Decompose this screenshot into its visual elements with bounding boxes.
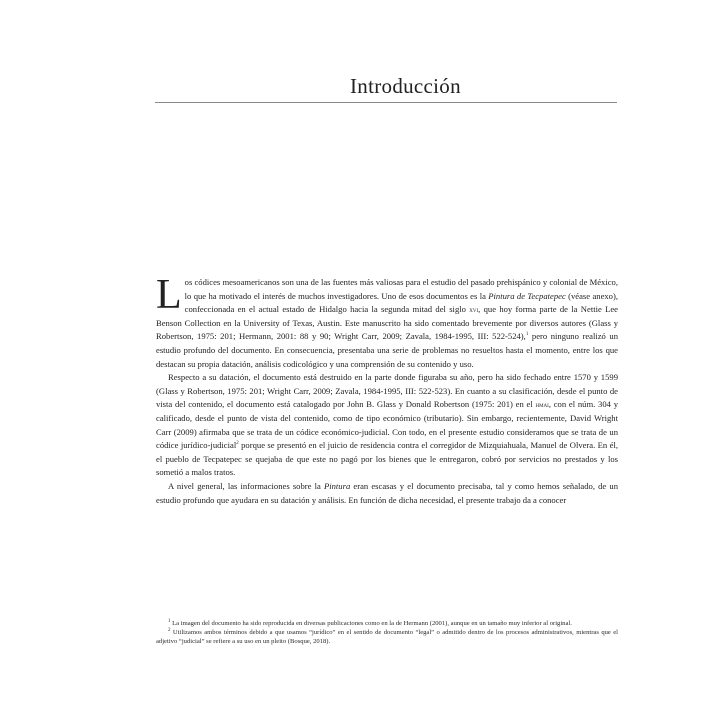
p1-text-d: pero ninguno realizó un estudio profundo del documento. En consecuencia, presentaba una serie de problemas no resueltos hasta el momento, entre los que destacan su propia datación, análisis codicológico y una comprensión de su contenido y uso.	[156, 331, 618, 369]
p1-title-italic: Pintura de Tecpatepec	[488, 290, 566, 301]
paragraph-1	[156, 272, 618, 371]
footnotes	[156, 620, 618, 646]
p1-text-c: , que hoy forma parte de la Nettie Lee Benson Collection en la University of Texas, Austin. Este manuscrito ha sido comentado brevemente por diversos autores (Glass y Robertson, 1975: 201; Hermann, 2001: 88 y 90; Wright Carr, 2009; Zavala, 1984-1995, III: 522-524),	[156, 304, 618, 342]
title-rule	[155, 102, 617, 103]
p2-text-b: , con el núm. 304 y calificado, desde el punto de vista del contenido, como de tipo económico (tributario). Sin embargo, recientemente, David Wright Carr (2009) afirmaba que se trata de un códice económico-judicial. Con todo, en el presente estudio consideramos que se trata de un códice jurídico-judicial	[156, 399, 618, 451]
footnote-1	[156, 620, 618, 629]
p3-italic: Pintura	[323, 480, 351, 491]
footnote-ref-1[interactable]: 1	[525, 332, 529, 338]
footnote-2-text: Utilizamos ambos términos debido a que usamos “jurídico” en el sentido de documento “legal” o admitido dentro de los procesos administrativos, mientras que el adjetivo “judicial” se refiere a su uso en un pleito (Bosque, 2018).	[156, 628, 618, 645]
footnote-ref-2[interactable]: 2	[236, 441, 239, 447]
p2-text-a: Respecto a su datación, el documento está destruido en la parte donde figuraba su año, pero ha sido fechado entre 1570 y 1599 (Glass y Robertson, 1975: 201; Wright Carr, 2009; Zavala, 1984-1995, III: 522-523). En cuanto a su clasificación, desde el punto de vista del contenido, el documento está catalogado por John B. Glass y Donald Robertson (1975: 201) en el	[156, 372, 618, 410]
footnote-2-mark: 2	[168, 627, 171, 633]
p1-century: xvi	[469, 305, 479, 315]
p2-text-c: porque se presentó en el juicio de residencia contra el corregidor de Mizquiahuala, Manuel de Olvera. En él, el pueblo de Tecpatepec se quejaba de que este no pagó por los bienes que le entregaron, cobró por servicios no prestados y los sometió a malos tratos.	[156, 440, 618, 478]
p3-text-a: A nivel general, las informaciones sobre la	[168, 480, 324, 491]
chapter-title: Introducción	[350, 74, 461, 98]
body-text	[156, 272, 618, 507]
drop-cap: L	[156, 272, 182, 318]
p3-text-b: eran escasas y el documento precisaba, tal y como hemos señalado, de un estudio profundo que ayudara en su datación y análisis. En función de dicha necesidad, el presente trabajo da a conocer	[156, 480, 618, 505]
footnote-1-text: La imagen del documento ha sido reproducida en diversas publicaciones como en la de Hermann (2001), aunque en un tamaño muy inferior al original.	[170, 620, 572, 627]
paragraph-3	[156, 480, 618, 507]
p1-text-b: (véase anexo), confeccionada en el actual estado de Hidalgo hacia la segunda mitad del siglo	[184, 290, 618, 315]
p1-text-a: os códices mesoamericanos son una de las fuentes más valiosas para el estudio del pasado prehispánico y colonial de México, lo que ha motivado el interés de muchos investigadores. Uno de esos documentos es la	[184, 277, 618, 301]
footnote-2	[156, 629, 618, 647]
paragraph-2	[156, 371, 618, 480]
p2-hmai: hmai	[535, 400, 549, 410]
footnote-1-mark: 1	[168, 618, 171, 624]
